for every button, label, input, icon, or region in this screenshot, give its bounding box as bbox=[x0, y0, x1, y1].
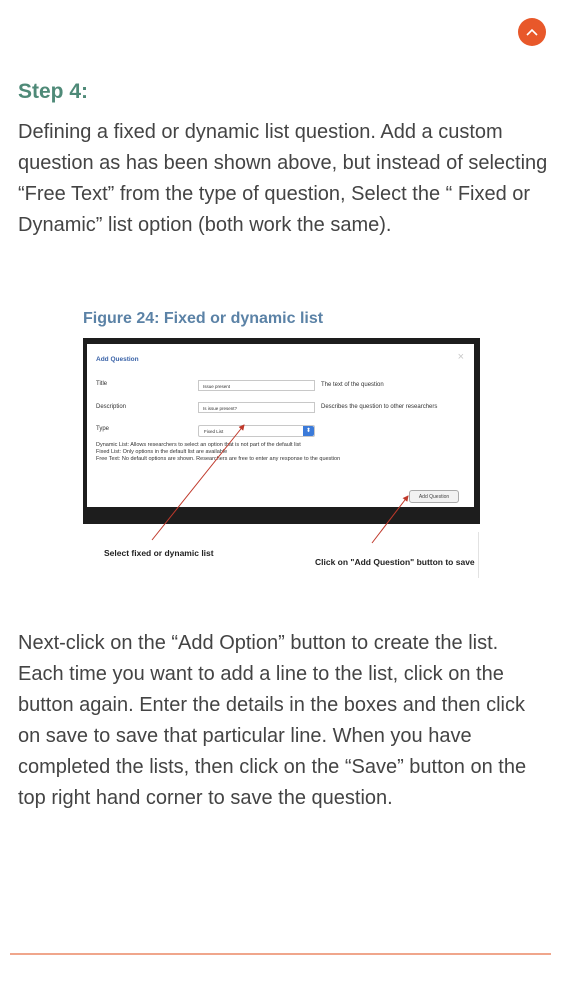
type-label: Type bbox=[96, 426, 110, 432]
free-text-desc: Free Text: No default options are shown. Researchers are free to enter any response to the question bbox=[96, 456, 341, 462]
description-field[interactable]: Is issue present? bbox=[198, 402, 315, 413]
annotation-select-list: Select fixed or dynamic list bbox=[104, 548, 214, 558]
add-question-button[interactable]: Add Question bbox=[409, 490, 459, 503]
fixed-list-desc: Fixed List: Only options in the default list are available bbox=[96, 449, 228, 455]
dynamic-list-desc: Dynamic List: Allows researchers to select an option that is not part of the default list bbox=[96, 442, 301, 448]
instruction-paragraph-2: Next-click on the “Add Option” button to create the list. Each time you want to add a line to the list, click on the button again. Enter the details in the boxes and then click on save to save that particular line. When you have completed the lists, then click on the “Save” button on the top right hand corner to save the question. bbox=[18, 632, 527, 809]
annotation-add-question: Click on "Add Question" button to save bbox=[315, 557, 475, 567]
select-arrow-icon: ⬍ bbox=[303, 426, 314, 436]
title-label: Title bbox=[96, 381, 108, 387]
figure-24 bbox=[0, 300, 563, 590]
bottom-divider bbox=[10, 953, 551, 955]
figure-caption: Figure 24: Fixed or dynamic list bbox=[83, 310, 324, 327]
step-title: Step 4: bbox=[18, 80, 89, 103]
arrow-to-type-select bbox=[152, 425, 244, 540]
scroll-to-top-button[interactable] bbox=[518, 18, 546, 46]
title-help: The text of the question bbox=[321, 382, 384, 388]
dialog-title: Add Question bbox=[96, 356, 139, 363]
description-label: Description bbox=[96, 404, 127, 410]
chevron-up-icon bbox=[525, 27, 539, 37]
description-help: Describes the question to other researchers bbox=[321, 404, 438, 410]
instruction-paragraph: Defining a fixed or dynamic list question. Add a custom question as has been shown above, but instead of selecting “Free Text” from the type of question, Select the “ Fixed or Dynamic” list option (both work the same). bbox=[18, 121, 548, 236]
arrow-to-add-button bbox=[372, 496, 408, 543]
annotation-divider bbox=[478, 532, 479, 578]
title-field[interactable]: Issue present bbox=[198, 380, 315, 391]
close-icon[interactable]: × bbox=[457, 351, 464, 363]
type-select-value: Fixed List bbox=[204, 429, 224, 434]
